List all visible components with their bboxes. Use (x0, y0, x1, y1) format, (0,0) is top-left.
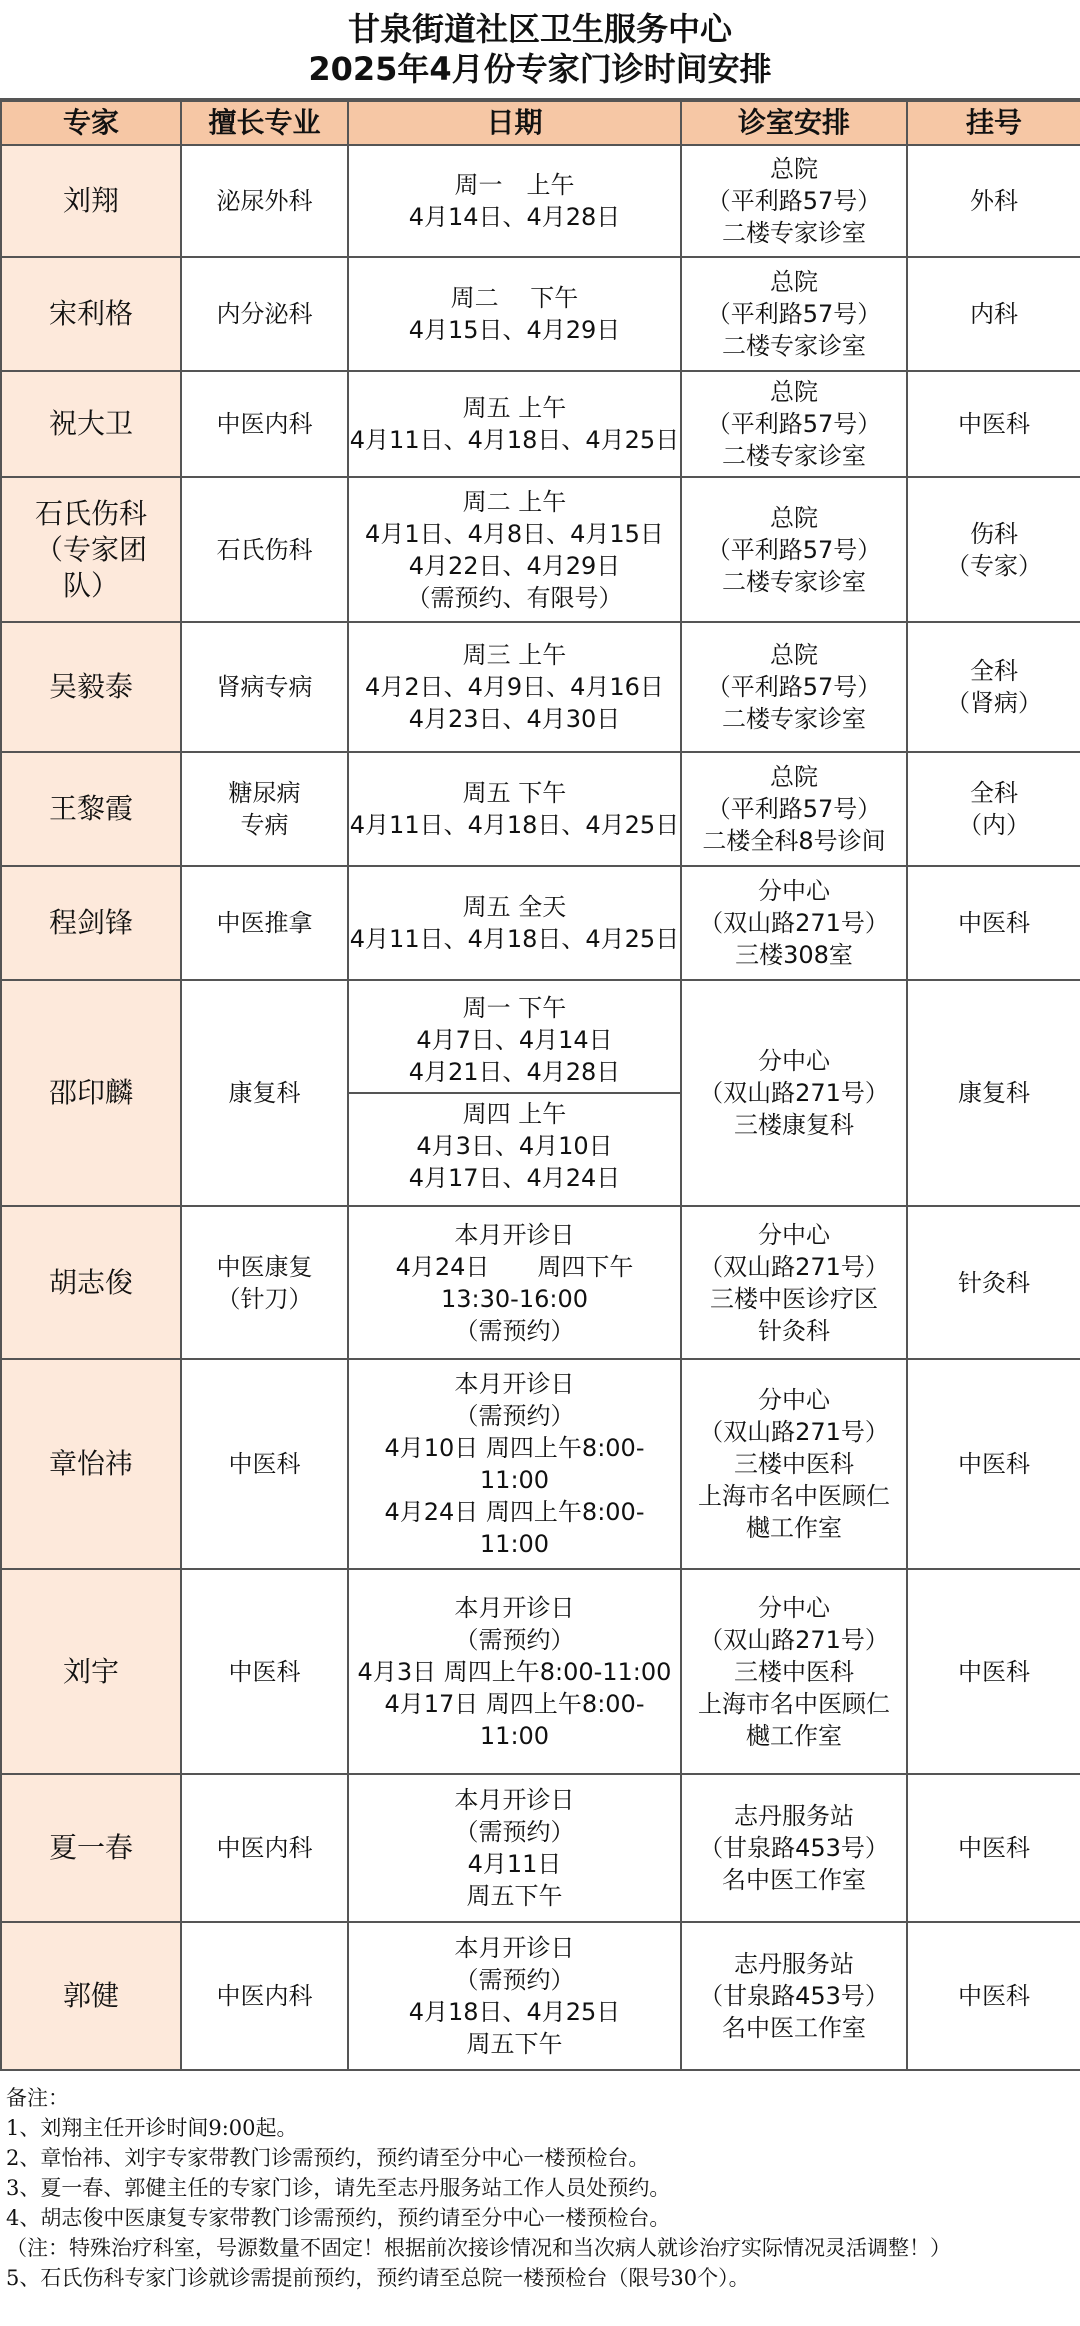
registration-text: 中医科 (958, 909, 1030, 937)
date-cell (348, 980, 681, 1206)
expert-name-cell (1, 1359, 181, 1569)
date-block (349, 165, 680, 237)
date-block (349, 773, 680, 845)
table-row (1, 257, 1080, 371)
date-cell (348, 1774, 681, 1922)
expert-name-cell (1, 752, 181, 866)
table-row (1, 1922, 1080, 2070)
registration-text: 中医科 (958, 1834, 1030, 1862)
room-text: 樾工作室 (746, 1514, 842, 1542)
date-text: 4月21日、4月28日 (408, 1058, 621, 1086)
room-text: （平利路57号） (706, 300, 882, 328)
room-text: 志丹服务站 (734, 1950, 854, 1978)
table-row (1, 1359, 1080, 1569)
date-text: 本月开诊日 (454, 1220, 575, 1249)
specialty-text: 中医康复 (216, 1252, 313, 1281)
title-line-2: 2025年4月份专家门诊时间安排 (308, 50, 772, 88)
expert-name: 刘宇 (62, 1654, 119, 1688)
registration-cell (907, 257, 1080, 371)
date-cell (348, 752, 681, 866)
date-text: （需预约） (454, 1625, 575, 1654)
room-text: 樾工作室 (746, 1721, 842, 1750)
registration-cell (907, 1359, 1080, 1569)
table-row (1, 1774, 1080, 1922)
specialty-cell (181, 866, 348, 980)
header-registration: 挂号 (907, 101, 1080, 145)
specialty-text: 专病 (240, 811, 289, 839)
date-text: 本月开诊日 (454, 1370, 575, 1398)
specialty-cell (181, 145, 348, 257)
registration-text: 针灸科 (958, 1268, 1030, 1297)
date-block (349, 1588, 680, 1756)
room-text: （双山路271号） (699, 1418, 889, 1446)
expert-name: 章怡祎 (48, 1447, 133, 1480)
specialty-cell (181, 980, 348, 1206)
note-line: 备注： (6, 2086, 69, 2110)
date-text: 本月开诊日 (454, 1934, 575, 1962)
registration-text: 康复科 (958, 1079, 1030, 1107)
date-text: 4月11日、4月18日、4月25日 (349, 426, 680, 454)
date-text: 4月23日、4月30日 (408, 705, 621, 733)
room-text: （平利路57号） (706, 187, 882, 215)
date-text: 周五 下午 (462, 779, 567, 807)
note-line: 3、夏一春、郭健主任的专家门诊，请先至志丹服务站工作人员处预约。 (6, 2176, 671, 2200)
header-expert: 专家 (1, 101, 181, 145)
date-text: 4月24日 周四下午 (395, 1252, 634, 1281)
date-text: 本月开诊日 (454, 1593, 575, 1622)
registration-cell (907, 866, 1080, 980)
specialty-text: 肾病专病 (216, 673, 313, 701)
expert-name-cell (1, 257, 181, 371)
room-text: 总院 (770, 763, 818, 791)
date-block (349, 1780, 680, 1916)
specialty-cell (181, 257, 348, 371)
date-cell (348, 1359, 681, 1569)
date-text: 4月22日、4月29日 (408, 551, 621, 580)
date-text: 4月11日 (467, 1850, 562, 1878)
room-text: 上海市名中医顾仁 (698, 1482, 890, 1510)
date-text: 11:00 (479, 1721, 550, 1750)
date-text: 4月10日 周四上午8:00- (384, 1434, 645, 1462)
room-cell (681, 980, 907, 1206)
date-text: 4月14日、4月28日 (408, 203, 621, 231)
date-text: 周三 上午 (462, 641, 567, 669)
date-text: 4月15日、4月29日 (408, 316, 621, 344)
date-text: 4月7日、4月14日 (416, 1026, 613, 1054)
date-text: （需预约） (454, 1316, 575, 1345)
date-text: 周五 全天 (462, 893, 567, 921)
registration-cell (907, 622, 1080, 752)
date-text: 周一 上午 (454, 171, 575, 199)
room-text: （甘泉路453号） (699, 1982, 889, 2010)
registration-text: 中医科 (958, 1657, 1030, 1686)
note-line: 2、章怡祎、刘宇专家带教门诊需预约，预约请至分中心一楼预检台。 (6, 2146, 650, 2170)
room-text: （双山路271号） (699, 909, 889, 937)
table-body (1, 145, 1080, 2070)
room-text: 二楼专家诊室 (722, 705, 866, 733)
room-text: 二楼专家诊室 (722, 567, 866, 596)
expert-name-cell (1, 477, 181, 622)
specialty-text: 内分泌科 (216, 300, 313, 328)
room-text: 二楼专家诊室 (722, 332, 866, 360)
date-cell (348, 477, 681, 622)
table-row (1, 622, 1080, 752)
room-cell (681, 1359, 907, 1569)
table-row (1, 1206, 1080, 1359)
registration-cell (907, 1206, 1080, 1359)
date-text: 4月2日、4月9日、4月16日 (365, 673, 664, 701)
date-text: 4月3日 周四上午8:00-11:00 (357, 1657, 672, 1686)
date-block (349, 278, 680, 350)
room-text: 分中心 (758, 1220, 830, 1249)
table-row (1, 866, 1080, 980)
expert-name-cell (1, 980, 181, 1206)
date-text: （需预约） (454, 1402, 575, 1430)
expert-name: 王黎霞 (48, 792, 133, 825)
date-text: 11:00 (479, 1530, 550, 1558)
registration-cell (907, 1774, 1080, 1922)
header-row (1, 101, 1080, 145)
table-row (1, 752, 1080, 866)
registration-cell (907, 145, 1080, 257)
expert-name: 祝大卫 (48, 407, 133, 440)
expert-name-cell (1, 622, 181, 752)
table-row (1, 477, 1080, 622)
specialty-cell (181, 752, 348, 866)
date-text: 本月开诊日 (454, 1786, 575, 1814)
specialty-cell (181, 622, 348, 752)
date-text: 周五 上午 (462, 394, 567, 422)
expert-name-cell (1, 866, 181, 980)
expert-name: 胡志俊 (48, 1265, 133, 1299)
room-cell (681, 257, 907, 371)
date-text: 周五下午 (466, 1882, 563, 1910)
date-cell (348, 1922, 681, 2070)
date-block (349, 482, 680, 618)
expert-name: 宋利格 (48, 297, 133, 330)
specialty-text: 泌尿外科 (216, 187, 313, 215)
room-text: 上海市名中医顾仁 (698, 1689, 890, 1718)
specialty-cell (181, 1569, 348, 1774)
specialty-text: 石氏伤科 (216, 535, 313, 564)
expert-name: 程剑锋 (48, 906, 133, 939)
room-text: （平利路57号） (706, 410, 882, 438)
date-block (349, 988, 680, 1092)
registration-text: （内） (958, 811, 1030, 839)
specialty-text: 中医内科 (216, 410, 313, 438)
date-block (349, 388, 680, 460)
date-text: （需预约） (454, 1966, 575, 1994)
registration-cell (907, 1569, 1080, 1774)
date-cell (348, 1206, 681, 1359)
room-cell (681, 145, 907, 257)
expert-name-cell (1, 1922, 181, 2070)
date-block (349, 635, 680, 739)
room-cell (681, 752, 907, 866)
specialty-text: 中医内科 (216, 1982, 313, 2010)
date-cell (348, 371, 681, 477)
expert-name: 郭健 (62, 1979, 119, 2012)
room-text: 分中心 (758, 1386, 830, 1414)
date-text: 4月3日、4月10日 (416, 1132, 613, 1160)
room-cell (681, 1922, 907, 2070)
room-cell (681, 866, 907, 980)
registration-text: 内科 (970, 300, 1018, 328)
expert-name: 吴毅泰 (48, 670, 133, 703)
room-text: 总院 (770, 641, 818, 669)
specialty-cell (181, 1359, 348, 1569)
date-text: 周二 下午 (450, 284, 579, 312)
room-cell (681, 477, 907, 622)
room-cell (681, 1774, 907, 1922)
table-row (1, 980, 1080, 1206)
date-block (349, 1092, 680, 1198)
specialty-cell (181, 477, 348, 622)
room-text: 三楼中医科 (734, 1450, 854, 1478)
room-text: 总院 (770, 503, 818, 532)
room-cell (681, 1569, 907, 1774)
specialty-text: 中医科 (228, 1657, 301, 1686)
room-text: 二楼专家诊室 (722, 442, 866, 470)
registration-cell (907, 371, 1080, 477)
room-text: 针灸科 (758, 1316, 830, 1345)
specialty-text: （针刀） (216, 1284, 313, 1313)
room-text: 志丹服务站 (734, 1802, 854, 1830)
date-text: 4月17日 周四上午8:00- (384, 1689, 645, 1718)
date-text: 4月17日、4月24日 (408, 1164, 621, 1192)
date-text: （需预约、有限号） (406, 583, 623, 612)
room-text: 二楼专家诊室 (722, 219, 866, 247)
registration-text: 伤科 (970, 519, 1018, 548)
room-text: 三楼中医科 (734, 1657, 854, 1686)
specialty-cell (181, 1922, 348, 2070)
note-line: 5、石氏伤科专家门诊就诊需提前预约，预约请至总院一楼预检台（限号30个）。 (6, 2266, 750, 2290)
specialty-text: 糖尿病 (228, 779, 301, 807)
expert-name-cell (1, 371, 181, 477)
table-row (1, 371, 1080, 477)
date-text: 周二 上午 (462, 487, 567, 516)
date-block (349, 1928, 680, 2064)
room-text: （平利路57号） (706, 795, 882, 823)
specialty-text: 中医内科 (216, 1834, 313, 1862)
room-text: （双山路271号） (699, 1625, 889, 1654)
room-text: 分中心 (758, 1593, 830, 1622)
registration-text: 外科 (970, 187, 1018, 215)
date-cell (348, 145, 681, 257)
room-cell (681, 371, 907, 477)
room-text: 三楼康复科 (734, 1111, 854, 1139)
registration-cell (907, 477, 1080, 622)
room-text: 分中心 (758, 1047, 830, 1075)
specialty-cell (181, 1206, 348, 1359)
registration-cell (907, 1922, 1080, 2070)
date-block (349, 1364, 680, 1564)
date-cell (348, 257, 681, 371)
room-text: （甘泉路453号） (699, 1834, 889, 1862)
expert-name: 刘翔 (62, 184, 119, 217)
expert-name-cell (1, 1569, 181, 1774)
expert-name-cell (1, 1774, 181, 1922)
registration-text: （肾病） (946, 689, 1042, 717)
header-specialty: 擅长专业 (181, 101, 348, 145)
date-block (349, 1215, 680, 1351)
table-row (1, 1569, 1080, 1774)
expert-name: 夏一春 (48, 1831, 133, 1864)
date-text: 13:30-16:00 (441, 1284, 588, 1313)
date-text: 周五下午 (466, 2030, 563, 2058)
table-row (1, 145, 1080, 257)
room-text: （平利路57号） (706, 535, 882, 564)
expert-name: 队） (62, 568, 119, 602)
registration-cell (907, 752, 1080, 866)
registration-text: 全科 (970, 657, 1018, 685)
registration-cell (907, 980, 1080, 1206)
specialty-cell (181, 1774, 348, 1922)
specialty-text: 康复科 (228, 1079, 301, 1107)
page-title (0, 0, 1080, 100)
specialty-text: 中医推拿 (216, 909, 313, 937)
expert-name-cell (1, 145, 181, 257)
room-text: 二楼全科8号诊间 (702, 827, 886, 855)
expert-name: 石氏伤科 (34, 496, 147, 530)
note-line: 1、刘翔主任开诊时间9:00起。 (6, 2116, 298, 2140)
schedule-table (0, 100, 1080, 2071)
room-cell (681, 622, 907, 752)
room-text: 总院 (770, 268, 818, 296)
notes-section (0, 2071, 1080, 2293)
note-line: 4、胡志俊中医康复专家带教门诊需预约，预约请至分中心一楼预检台。 (6, 2206, 671, 2230)
title-line-1: 甘泉街道社区卫生服务中心 (347, 10, 732, 48)
room-text: （双山路271号） (699, 1079, 889, 1107)
expert-name: 邵印麟 (48, 1076, 133, 1109)
date-text: 4月11日、4月18日、4月25日 (349, 811, 680, 839)
room-text: 名中医工作室 (722, 2014, 866, 2042)
date-text: （需预约） (454, 1818, 575, 1846)
date-cell (348, 866, 681, 980)
room-cell (681, 1206, 907, 1359)
room-text: 名中医工作室 (722, 1866, 866, 1894)
date-cell (348, 622, 681, 752)
header-date: 日期 (348, 101, 681, 145)
room-text: （平利路57号） (706, 673, 882, 701)
specialty-cell (181, 371, 348, 477)
expert-name-cell (1, 1206, 181, 1359)
room-text: 三楼308室 (735, 941, 853, 969)
date-block (349, 887, 680, 959)
date-text: 4月11日、4月18日、4月25日 (349, 925, 680, 953)
room-text: 分中心 (758, 877, 830, 905)
room-text: 总院 (770, 378, 818, 406)
date-text: 4月18日、4月25日 (408, 1998, 621, 2026)
expert-name: （专家团 (34, 532, 147, 566)
room-text: 总院 (770, 155, 818, 183)
registration-text: 全科 (970, 779, 1018, 807)
room-text: （双山路271号） (699, 1252, 889, 1281)
header-room: 诊室安排 (681, 101, 907, 145)
date-cell (348, 1569, 681, 1774)
registration-text: 中医科 (958, 1450, 1030, 1478)
registration-text: （专家） (946, 551, 1042, 580)
room-text: 三楼中医诊疗区 (710, 1284, 878, 1313)
date-text: 周四 上午 (462, 1100, 567, 1128)
date-text: 11:00 (479, 1466, 550, 1494)
date-text: 周一 下午 (462, 994, 567, 1022)
specialty-text: 中医科 (228, 1450, 301, 1478)
registration-text: 中医科 (958, 410, 1030, 438)
note-line: （注：特殊治疗科室，号源数量不固定！根据前次接诊情况和当次病人就诊治疗实际情况灵活调整！） (6, 2236, 951, 2260)
registration-text: 中医科 (958, 1982, 1030, 2010)
date-text: 4月1日、4月8日、4月15日 (365, 519, 664, 548)
date-text: 4月24日 周四上午8:00- (384, 1498, 645, 1526)
